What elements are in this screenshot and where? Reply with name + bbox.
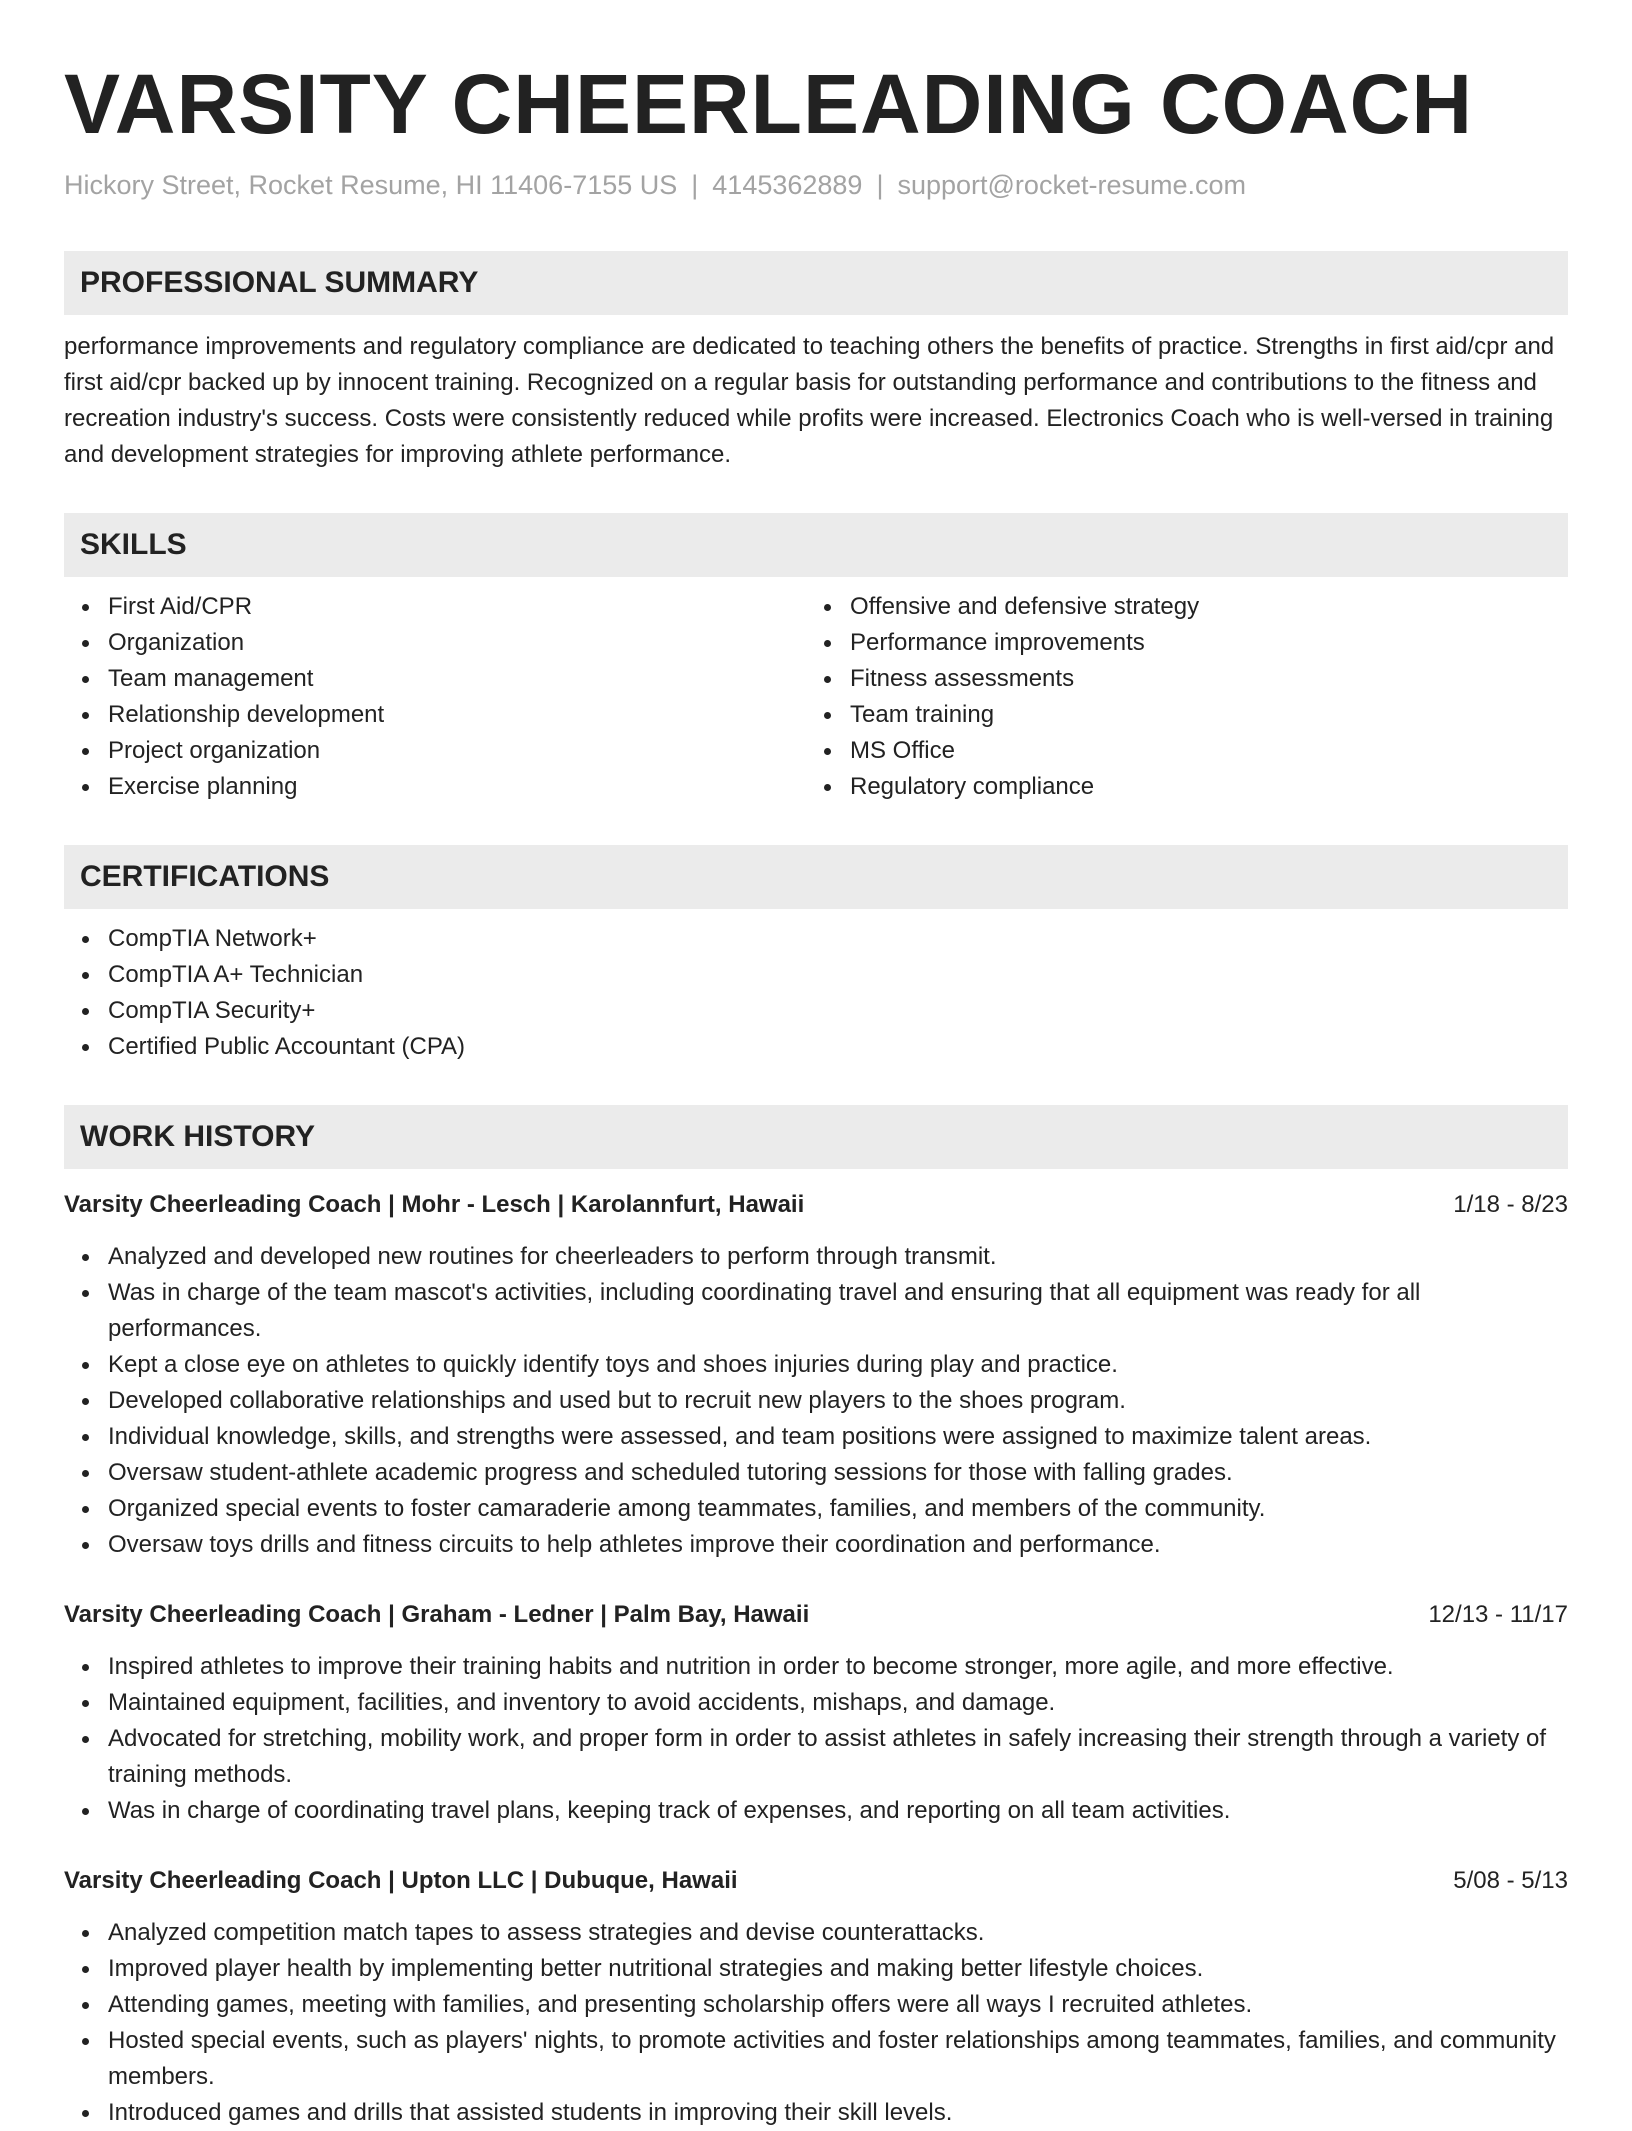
job-entry — [64, 1597, 1568, 1829]
contact-separator: | — [876, 170, 884, 201]
resume-page — [64, 0, 1568, 2131]
skill-item: Exercise planning — [108, 769, 806, 805]
section-heading-work-history: WORK HISTORY — [64, 1105, 1568, 1169]
job-dates: 12/13 - 11/17 — [1428, 1601, 1568, 1629]
job-bullet: Organized special events to foster camaraderie among teammates, families, and members of the community. — [108, 1491, 1568, 1527]
job-header — [64, 1187, 1568, 1223]
job-header — [64, 1597, 1568, 1633]
job-bullet: Inspired athletes to improve their training habits and nutrition in order to become stronger, more agile, and more effective. — [108, 1649, 1568, 1685]
job-title: Varsity Cheerleading Coach | Graham - Ledner | Palm Bay, Hawaii — [64, 1601, 810, 1629]
contact-address: Hickory Street, Rocket Resume, HI 11406-7155 US — [64, 170, 678, 201]
skill-item: Team training — [850, 697, 1548, 733]
skill-item: Team management — [108, 661, 806, 697]
job-bullet: Analyzed and developed new routines for cheerleaders to perform through transmit. — [108, 1239, 1568, 1275]
job-bullet: Maintained equipment, facilities, and inventory to avoid accidents, mishaps, and damage. — [108, 1685, 1568, 1721]
job-bullet: Introduced games and drills that assisted students in improving their skill levels. — [108, 2095, 1568, 2131]
contact-email: support@rocket-resume.com — [897, 170, 1246, 201]
skill-item: First Aid/CPR — [108, 589, 806, 625]
job-bullet: Advocated for stretching, mobility work, and proper form in order to assist athletes in safely increasing their strength through a variety of training methods. — [108, 1721, 1568, 1793]
job-bullet: Hosted special events, such as players' nights, to promote activities and foster relationships among teammates, families, and community members. — [108, 2023, 1568, 2095]
job-bullet: Individual knowledge, skills, and strengths were assessed, and team positions were assigned to maximize talent areas. — [108, 1419, 1568, 1455]
certifications-list — [64, 921, 1568, 1065]
skill-item: Fitness assessments — [850, 661, 1548, 697]
skill-item: Relationship development — [108, 697, 806, 733]
section-heading-certifications: CERTIFICATIONS — [64, 845, 1568, 909]
certification-item: CompTIA Network+ — [108, 921, 1568, 957]
skill-item: MS Office — [850, 733, 1548, 769]
job-dates: 5/08 - 5/13 — [1453, 1867, 1568, 1895]
certification-item: Certified Public Accountant (CPA) — [108, 1029, 1568, 1065]
job-bullet: Kept a close eye on athletes to quickly identify toys and shoes injuries during play and practice. — [108, 1347, 1568, 1383]
contact-separator: | — [691, 170, 699, 201]
certification-item: CompTIA A+ Technician — [108, 957, 1568, 993]
job-bullets — [64, 1649, 1568, 1829]
job-bullet: Developed collaborative relationships and used but to recruit new players to the shoes program. — [108, 1383, 1568, 1419]
skill-item: Project organization — [108, 733, 806, 769]
job-bullet: Was in charge of the team mascot's activities, including coordinating travel and ensuring that all equipment was ready for all performances. — [108, 1275, 1568, 1347]
job-title: Varsity Cheerleading Coach | Upton LLC | Dubuque, Hawaii — [64, 1867, 738, 1895]
job-bullet: Oversaw student-athlete academic progress and scheduled tutoring sessions for those with falling grades. — [108, 1455, 1568, 1491]
skills-grid — [64, 589, 1568, 805]
job-bullet: Analyzed competition match tapes to assess strategies and devise counterattacks. — [108, 1915, 1568, 1951]
job-title: Varsity Cheerleading Coach | Mohr - Lesch | Karolannfurt, Hawaii — [64, 1191, 805, 1219]
skill-item: Organization — [108, 625, 806, 661]
job-entry — [64, 1863, 1568, 2131]
contact-phone: 4145362889 — [712, 170, 863, 201]
skill-item: Regulatory compliance — [850, 769, 1548, 805]
resume-name: VARSITY CHEERLEADING COACH — [64, 57, 1474, 151]
section-heading-summary: PROFESSIONAL SUMMARY — [64, 251, 1568, 315]
skills-list-right — [806, 589, 1548, 805]
skills-list-left — [64, 589, 806, 805]
skill-item: Performance improvements — [850, 625, 1548, 661]
job-header — [64, 1863, 1568, 1899]
section-heading-skills: SKILLS — [64, 513, 1568, 577]
certification-item: CompTIA Security+ — [108, 993, 1568, 1029]
skill-item: Offensive and defensive strategy — [850, 589, 1548, 625]
job-bullet: Attending games, meeting with families, and presenting scholarship offers were all ways I recruited athletes. — [108, 1987, 1568, 2023]
job-bullet: Oversaw toys drills and fitness circuits to help athletes improve their coordination and performance. — [108, 1527, 1568, 1563]
job-dates: 1/18 - 8/23 — [1453, 1191, 1568, 1219]
job-entry — [64, 1187, 1568, 1563]
summary-text: performance improvements and regulatory compliance are dedicated to teaching others the benefits of practice. Strengths in first aid/cpr and first aid/cpr backed up by innocent training. Recognized on a regular basis for outstanding performance and contributions to the fitness and recreation industry's success. Costs were consistently reduced while profits were increased. Electronics Coach who is well-versed in training and development strategies for improving athlete performance. — [64, 333, 1555, 469]
job-bullet: Improved player health by implementing better nutritional strategies and making better lifestyle choices. — [108, 1951, 1568, 1987]
job-bullets — [64, 1915, 1568, 2131]
job-bullets — [64, 1239, 1568, 1563]
contact-line — [64, 168, 1568, 203]
job-bullet: Was in charge of coordinating travel plans, keeping track of expenses, and reporting on all team activities. — [108, 1793, 1568, 1829]
